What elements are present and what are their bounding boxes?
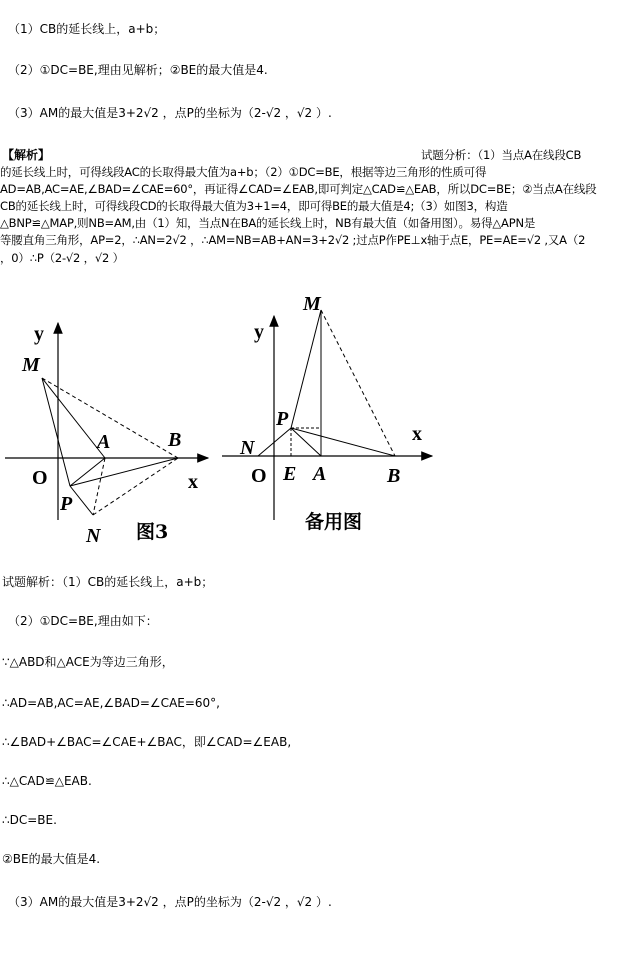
backup-label-origin: O (251, 465, 267, 487)
solution-line: 试题解析：（1）CB的延长线上，a+b； (2, 575, 214, 589)
answer-part3: （3）AM的最大值是3+2√2 ，点P的坐标为（2-√2 ，√2 ）. (8, 106, 332, 120)
analysis-line: ，0）∴P（2-√2 ，√2 ） (0, 251, 124, 265)
fig3-dashed-NB (93, 458, 178, 515)
backup-label-M: M (303, 293, 321, 315)
fig3-label-y: y (34, 323, 44, 345)
solution-line: （3）AM的最大值是3+2√2 ，点P的坐标为（2-√2 ，√2 ）. (8, 895, 332, 909)
fig3-label-A: A (97, 431, 111, 453)
analysis-header: 【解析】 (2, 148, 51, 162)
analysis-line: 的延长线上时，可得线段AC的长取得最大值为a+b；（2）①DC=BE，根据等边三角形的性质可得 (0, 165, 487, 179)
fig3-label-B: B (168, 429, 182, 451)
backup-segment-PM (291, 310, 321, 428)
analysis-line: CB的延长线上时，可得线段CD的长取得最大值为3+1=4，即可得BE的最大值是4;（3）如图3，构造 (0, 199, 508, 213)
solution-line: （2）①DC=BE,理由如下： (8, 614, 158, 628)
fig3-label-P: P (60, 493, 73, 515)
analysis-line: AD=AB,AC=AE,∠BAD=∠CAE=60°，再证得∠CAD=∠EAB,即可判定△CAD≌△EAB，所以DC=BE；②当点A在线段 (0, 182, 597, 196)
solution-line: ∴DC=BE. (2, 813, 57, 827)
analysis-intro: 试题分析：（1）当点A在线段CB (421, 148, 582, 162)
solution-line: ∴AD=AB,AC=AE,∠BAD=∠CAE=60°, (2, 696, 220, 710)
solution-line: ∴∠BAD+∠BAC=∠CAE+∠BAC，即∠CAD=∠EAB, (2, 735, 292, 749)
fig3-caption: 图3 (136, 521, 169, 543)
backup-dashed-MB (321, 310, 395, 456)
solution-line: ∵△ABD和△ACE为等边三角形， (2, 655, 174, 669)
figure-backup (222, 293, 432, 533)
fig3-segment-PN (70, 486, 93, 515)
fig3-label-M: M (22, 354, 40, 376)
geometry-figures (0, 288, 630, 558)
analysis-line: 等腰直角三角形，AP=2，∴AN=2√2 ，∴AM=NB=AB+AN=3+2√2 ;过点P作PE⊥x轴于点E，PE=AE=√2 ,又A（2 (0, 233, 586, 247)
fig3-label-origin: O (32, 467, 48, 489)
backup-label-N: N (240, 437, 255, 459)
answer-part1: （1）CB的延长线上，a+b； (8, 22, 166, 36)
fig3-label-N: N (86, 525, 101, 547)
backup-caption: 备用图 (305, 511, 363, 533)
solution-line: ∴△CAD≌△EAB. (2, 774, 92, 788)
figure-3 (5, 323, 208, 547)
backup-label-A: A (313, 463, 327, 485)
fig3-segment-MA (42, 378, 105, 458)
backup-label-B: B (387, 465, 401, 487)
backup-label-P: P (276, 408, 289, 430)
backup-label-y: y (254, 321, 264, 343)
fig3-label-x: x (188, 471, 198, 493)
analysis-line: △BNP≌△MAP,则NB=AM,由（1）知，当点N在BA的延长线上时，NB有最大值（如备用图）。易得△APN是 (0, 216, 536, 230)
solution-line: ②BE的最大值是4. (2, 852, 101, 866)
fig3-segment-PB (70, 458, 178, 486)
backup-label-E: E (283, 463, 297, 485)
backup-label-x: x (412, 423, 422, 445)
answer-part2: （2）①DC=BE,理由见解析；②BE的最大值是4. (8, 63, 268, 77)
